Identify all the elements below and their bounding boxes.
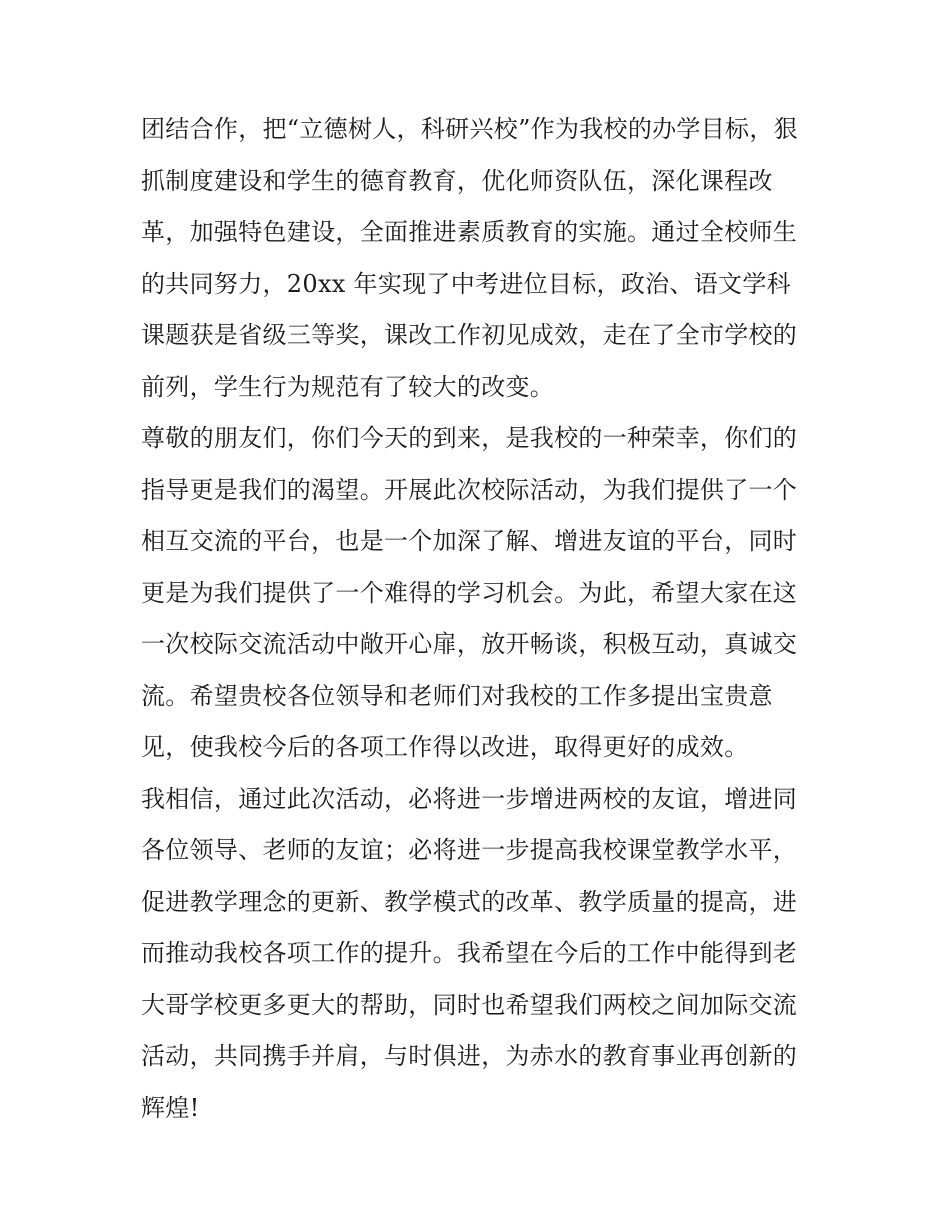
text-line-3: 革，加强特色建设，全面推进素质教育的实施。通过全校师生 xyxy=(141,218,798,246)
document-body xyxy=(141,104,815,1134)
text-line-5: 课题获是省级三等奖，课改工作初见成效，走在了全市学校的 xyxy=(141,321,798,349)
text-line-10: 更是为我们提供了一个难得的学习机会。为此，希望大家在这 xyxy=(141,578,798,607)
text-line-6: 前列，学生行为规范有了较大的改变。 xyxy=(141,372,555,401)
text-line-1: 团结合作，把“立德树人，科研兴校”作为我校的办学目标，狠 xyxy=(141,115,798,143)
text-line-7: 尊敬的朋友们，你们今天的到来，是我校的一种荣幸，你们的 xyxy=(141,424,798,452)
text-line-13: 见，使我校今后的各项工作得以改进，取得更好的成效。 xyxy=(141,733,749,761)
text-line-20: 辉煌! xyxy=(141,1093,200,1122)
text-line-19: 活动，共同携手并肩，与时俱进，为赤水的教育事业再创新的 xyxy=(141,1042,798,1070)
text-line-9: 相互交流的平台，也是一个加深了解、增进友谊的平台，同时 xyxy=(141,527,798,555)
text-line-17: 而推动我校各项工作的提升。我希望在今后的工作中能得到老 xyxy=(141,939,798,967)
text-line-15: 各位领导、老师的友谊；必将进一步提高我校课堂教学水平， xyxy=(141,836,798,864)
text-line-14: 我相信，通过此次活动，必将进一步增进两校的友谊，增进同 xyxy=(141,784,798,813)
text-line-2: 抓制度建设和学生的德育教育，优化师资队伍，深化课程改 xyxy=(141,166,773,195)
text-line-4: 的共同努力，20xx 年实现了中考进位目标，政治、语文学科 xyxy=(141,269,791,298)
text-line-8: 指导更是我们的渴望。开展此次校际活动，为我们提供了一个 xyxy=(141,475,798,504)
text-line-16: 促进教学理念的更新、教学模式的改革、教学质量的提高，进 xyxy=(141,887,798,916)
text-line-12: 流。希望贵校各位领导和老师们对我校的工作多提出宝贵意 xyxy=(141,681,773,710)
text-line-18: 大哥学校更多更大的帮助，同时也希望我们两校之间加际交流 xyxy=(141,990,798,1019)
text-line-11: 一次校际交流活动中敞开心扉，放开畅谈，积极互动，真诚交 xyxy=(141,630,798,658)
